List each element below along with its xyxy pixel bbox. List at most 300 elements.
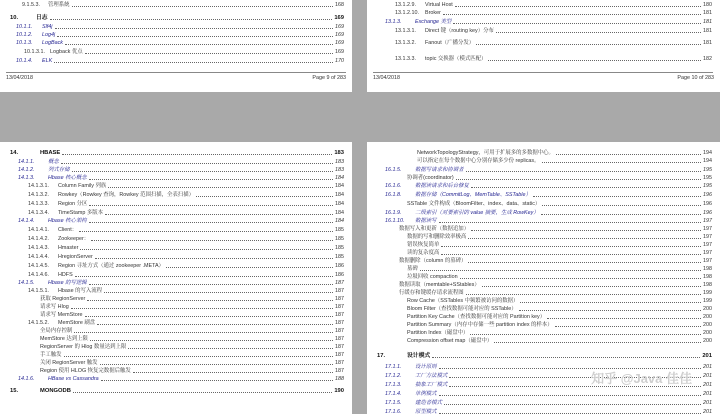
toc-entry[interactable] (10, 15, 344, 21)
toc-entry-page: 200 (703, 314, 712, 320)
toc-entry[interactable] (385, 391, 712, 397)
toc-entry-page: 195 (703, 183, 712, 189)
toc-entry-title: Row Cache（SSTables 中频繁被访问的数据） (407, 298, 519, 304)
toc-entry-title: Broker (425, 10, 441, 16)
toc-entry[interactable] (407, 306, 712, 312)
dot-leader (80, 249, 333, 250)
dot-leader (89, 179, 333, 180)
dot-leader (533, 196, 701, 197)
footer-rule (373, 72, 713, 73)
dot-leader (420, 270, 701, 271)
dot-leader (62, 154, 332, 155)
toc-entry-number: 14.1.4. (18, 218, 35, 224)
toc-entry-page: 197 (703, 250, 712, 256)
footer-page-number: Page 10 of 283 (677, 75, 714, 81)
toc-entry[interactable] (385, 19, 712, 25)
toc-entry-page: 184 (335, 201, 344, 207)
toc-entry-page: 187 (335, 320, 344, 326)
dot-leader (468, 262, 701, 263)
dot-leader (542, 205, 701, 206)
toc-entry-title: Bloom Filter（查找数据可能对应的 SSTable） (407, 306, 517, 312)
toc-entry-title: Region 使用 HLOG 恢复完数据后触发 (40, 368, 131, 374)
dot-leader (455, 6, 701, 7)
toc-entry-number: 10.1.1. (16, 24, 33, 30)
toc-entry[interactable] (28, 210, 344, 216)
toc-entry-page: 183 (334, 150, 344, 156)
toc-entry-title: Hbase 的写逻辑 (48, 280, 87, 286)
toc-entry-title: 建造者模式 (415, 400, 442, 406)
toc-entry-page: 187 (335, 360, 344, 366)
toc-entry-number: 14.1.4.3. (28, 245, 49, 251)
toc-entry[interactable] (28, 254, 344, 260)
dot-leader (547, 318, 701, 319)
toc-entry-title: 列式存储 (48, 167, 70, 173)
toc-entry[interactable] (40, 328, 344, 334)
toc-entry[interactable] (407, 266, 712, 272)
page-11 (0, 142, 352, 414)
toc-entry[interactable] (40, 368, 344, 374)
dot-leader (432, 357, 700, 358)
toc-entry-number: 13.1.2.9. (395, 2, 416, 8)
toc-entry-title: HregionServer (58, 254, 93, 260)
toc-entry[interactable] (407, 250, 712, 256)
toc-entry[interactable] (407, 314, 712, 320)
toc-entry-title: LogBack (42, 40, 63, 46)
toc-entry-page: 168 (335, 2, 344, 8)
toc-entry[interactable] (385, 218, 712, 224)
toc-entry-title: 管理系統 (48, 2, 70, 8)
toc-entry-page: 186 (335, 263, 344, 269)
toc-entry-number: 14.1.2. (18, 167, 35, 173)
toc-entry[interactable] (407, 242, 712, 248)
toc-entry-page: 197 (703, 234, 712, 240)
toc-entry-number: 17. (377, 353, 386, 359)
toc-entry[interactable] (28, 288, 344, 294)
page-10 (367, 0, 720, 92)
dot-leader (85, 316, 333, 317)
watermark: 知乎 @Java 佳佳 (591, 371, 692, 386)
toc-entry-page: 201 (703, 400, 712, 406)
toc-entry-page: 201 (702, 353, 712, 359)
toc-entry-number: 17.1.2. (385, 373, 402, 379)
toc-entry-page: 187 (335, 336, 344, 342)
toc-entry-page: 194 (703, 150, 712, 156)
toc-entry-page: 183 (335, 159, 344, 165)
toc-entry[interactable] (16, 32, 344, 38)
toc-entry-title: 数据读请求和后台修复 (415, 183, 469, 189)
toc-entry-title: 请求写 Hlog (40, 304, 69, 310)
toc-entry-title: Region 分区 (58, 201, 88, 207)
toc-entry-number: 17.1.3. (385, 382, 402, 388)
toc-entry-page: 180 (703, 2, 712, 8)
toc-entry-title: MemStore 达到上限 (40, 336, 88, 342)
toc-entry[interactable] (18, 376, 344, 382)
toc-entry-title: 关闭 RegionServer 触发 (40, 360, 98, 366)
toc-entry-page: 187 (335, 352, 344, 358)
dot-leader (519, 310, 701, 311)
toc-entry-title: SSTable 文件构成（BloomFilter、index、data、static） (407, 201, 541, 207)
toc-entry[interactable] (40, 304, 344, 310)
toc-entry[interactable] (40, 312, 344, 318)
toc-entry-number: 14.1.6. (18, 376, 35, 382)
dot-leader (72, 6, 333, 7)
dot-leader (64, 356, 333, 357)
toc-entry-number: 16.1.8. (385, 192, 402, 198)
toc-entry[interactable] (407, 175, 712, 181)
toc-entry[interactable] (385, 192, 712, 198)
toc-entry[interactable] (24, 49, 344, 55)
toc-entry-title: 工厂方法模式 (415, 373, 448, 379)
toc-entry-page: 184 (335, 183, 344, 189)
toc-entry[interactable] (22, 2, 344, 8)
toc-entry-title: 单例模式 (415, 391, 437, 397)
toc-entry[interactable] (40, 296, 344, 302)
toc-entry-page: 195 (703, 167, 712, 173)
toc-entry-title: Virtual Host (425, 2, 453, 8)
toc-entry-title: Partition Key Cache（查找数据可能对应的 Partition key） (407, 314, 546, 320)
toc-entry-title: 设计模式 (407, 353, 431, 359)
toc-entry[interactable] (399, 258, 712, 264)
toc-entry-title: 错误恢复简单 (407, 242, 440, 248)
toc-entry-title: Hbase 的写入流程 (58, 288, 103, 294)
dot-leader (104, 292, 333, 293)
dot-leader (50, 19, 333, 20)
toc-entry[interactable] (407, 322, 712, 328)
toc-entry[interactable] (16, 58, 344, 64)
toc-entry-title: HBase vs Cassandra (48, 376, 99, 382)
toc-entry-page: 181 (703, 40, 712, 46)
dot-leader (97, 324, 333, 325)
toc-entry[interactable] (385, 167, 712, 173)
dot-leader (73, 392, 332, 393)
toc-entry[interactable] (40, 336, 344, 342)
toc-entry-title: Rowkey（Rowkey 查询，Rowkey 范围扫描，全表扫描） (58, 192, 194, 198)
toc-entry-title: 垃圾回收 compaction (407, 274, 458, 280)
toc-entry-title: 手工触发 (40, 352, 62, 358)
dot-leader (441, 246, 701, 247)
toc-entry-number: 10.1.3. (16, 40, 33, 46)
dot-leader (196, 196, 333, 197)
toc-entry-title: 数据存储（CommitLog、MemTable、SSTable） (415, 192, 531, 198)
toc-entry[interactable] (28, 236, 344, 242)
toc-entry-title: Region 寻址方式（通过 zookeeper .META） (58, 263, 164, 269)
toc-entry-page: 182 (703, 56, 712, 62)
toc-entry-number: 16.1.5. (385, 167, 402, 173)
toc-entry[interactable] (18, 175, 344, 181)
toc-entry[interactable] (407, 234, 712, 240)
toc-entry-number: 14.1.3.2. (28, 192, 49, 198)
toc-entry-page: 183 (335, 167, 344, 173)
toc-entry-title: 数据的写和删除效率极高 (407, 234, 467, 240)
toc-entry-number: 10.1.2. (16, 32, 33, 38)
dot-leader (79, 231, 333, 232)
toc-entry-page: 185 (335, 245, 344, 251)
toc-entry[interactable] (28, 245, 344, 251)
toc-entry-page: 169 (335, 40, 344, 46)
toc-entry[interactable] (28, 263, 344, 269)
toc-entry-number: 17.1.1. (385, 364, 402, 370)
toc-entry-number: 16.1.9. (385, 210, 402, 216)
toc-entry-number: 13.1.3.3. (395, 56, 416, 62)
toc-entry-number: 14.1.1. (18, 159, 35, 165)
toc-entry-page: 184 (335, 175, 344, 181)
toc-entry-number: 14.1.3.4. (28, 210, 49, 216)
toc-entry[interactable] (28, 227, 344, 233)
toc-entry[interactable] (377, 353, 712, 359)
toc-entry-page: 200 (703, 338, 712, 344)
toc-entry[interactable] (407, 298, 712, 304)
dot-leader (556, 154, 701, 155)
toc-entry-page: 187 (335, 280, 344, 286)
dot-leader (494, 342, 701, 343)
toc-entry[interactable] (18, 167, 344, 173)
toc-entry[interactable] (407, 201, 712, 207)
dot-leader (133, 372, 333, 373)
footer-date: 13/04/2018 (6, 75, 33, 81)
toc-entry-title: Partition Index（磁盘中） (407, 330, 469, 336)
toc-entry-title: 日志 (36, 15, 48, 21)
toc-entry-page: 187 (335, 304, 344, 310)
toc-entry[interactable] (407, 338, 712, 344)
toc-entry[interactable] (10, 388, 344, 394)
toc-entry-page: 196 (703, 201, 712, 207)
toc-entry-page: 198 (703, 266, 712, 272)
toc-entry-number: 14.1.4.5. (28, 263, 49, 269)
dot-leader (466, 294, 701, 295)
toc-entry-title: topic 交换器（模式匹配） (425, 56, 487, 62)
toc-entry-number: 14.1.3.1. (28, 183, 49, 189)
dot-leader (61, 163, 333, 164)
toc-entry[interactable] (40, 360, 344, 366)
dot-leader (460, 278, 701, 279)
toc-entry[interactable] (18, 159, 344, 165)
dot-leader (55, 28, 334, 29)
toc-entry-page: 169 (335, 49, 344, 55)
toc-entry[interactable] (399, 290, 712, 296)
dot-leader (470, 334, 701, 335)
toc-entry[interactable] (40, 352, 344, 358)
dot-leader (542, 162, 702, 163)
toc-entry-title: 数据读取（memtable+SStables） (399, 282, 480, 288)
toc-entry-number: 14.1.4.2. (28, 236, 49, 242)
toc-entry-number: 13.1.3.2. (395, 40, 416, 46)
toc-entry[interactable] (28, 320, 344, 326)
toc-entry-title: Column Family 列族 (58, 183, 107, 189)
dot-leader (555, 326, 701, 327)
toc-entry-page: 196 (703, 210, 712, 216)
dot-leader (482, 286, 701, 287)
toc-entry-number: 14.1.3. (18, 175, 35, 181)
dot-leader (166, 267, 333, 268)
toc-entry-number: 14.1.5.1. (28, 288, 49, 294)
toc-entry-number: 10.1.3.1. (24, 49, 45, 55)
dot-leader (439, 395, 701, 396)
dot-leader (89, 284, 333, 285)
toc-entry-page: 181 (703, 10, 712, 16)
dot-leader (471, 187, 701, 188)
dot-leader (439, 222, 701, 223)
dot-leader (89, 222, 333, 223)
toc-entry[interactable] (395, 28, 712, 34)
toc-entry-page: 198 (703, 282, 712, 288)
toc-entry-number: 17.1.4. (385, 391, 402, 397)
toc-entry-title: Hmaster (58, 245, 79, 251)
toc-entry-page: 200 (703, 306, 712, 312)
toc-entry-title: Partition Summary（内存中存储一些 partition index 的样本） (407, 322, 553, 328)
toc-entry-page: 187 (335, 368, 344, 374)
toc-entry-page: 169 (335, 24, 344, 30)
toc-entry-title: 抽象工厂模式 (415, 382, 448, 388)
toc-entry[interactable] (407, 274, 712, 280)
toc-entry-title: Compression offset map（磁盘中） (407, 338, 493, 344)
toc-entry-number: 14.1.5.2. (28, 320, 49, 326)
toc-entry[interactable] (399, 226, 712, 232)
toc-entry[interactable] (395, 10, 712, 16)
toc-entry[interactable] (385, 400, 712, 406)
toc-entry[interactable] (40, 344, 344, 350)
toc-entry-page: 187 (335, 288, 344, 294)
footer-page-number: Page 9 of 283 (312, 75, 346, 81)
toc-entry[interactable] (399, 282, 712, 288)
toc-entry-page: 200 (703, 330, 712, 336)
dot-leader (520, 302, 701, 303)
toc-entry-number: 14. (10, 150, 19, 156)
page-9 (0, 0, 352, 92)
dot-leader (476, 44, 701, 45)
toc-entry-title: 墓碑 (407, 266, 418, 272)
toc-entry-title: HBASE (40, 150, 61, 156)
toc-entry-page: 185 (335, 227, 344, 233)
toc-entry-title: HDFS (58, 272, 73, 278)
dot-leader (444, 404, 701, 405)
toc-entry-title: Client： (58, 227, 78, 233)
toc-entry-page: 201 (703, 373, 712, 379)
toc-entry-page: 187 (335, 328, 344, 334)
toc-entry[interactable] (395, 40, 712, 46)
toc-entry-title: 全局内存控制 (40, 328, 73, 334)
toc-entry[interactable] (385, 210, 712, 216)
toc-entry-page: 187 (335, 312, 344, 318)
toc-entry-title: 获取 RegionServer (40, 296, 86, 302)
toc-entry-page: 201 (703, 382, 712, 388)
toc-entry-page: 201 (703, 409, 712, 414)
toc-entry[interactable] (28, 201, 344, 207)
toc-entry-page: 190 (334, 388, 344, 394)
toc-entry-number: 13.1.2.10. (395, 10, 419, 16)
toc-entry-page: 199 (703, 290, 712, 296)
toc-entry-title: 数据写入和更新（数据追加） (399, 226, 470, 232)
toc-entry-page: 187 (335, 344, 344, 350)
dot-leader (100, 364, 333, 365)
toc-entry-page: 188 (335, 376, 344, 382)
toc-entry[interactable] (18, 280, 344, 286)
toc-entry-page: 169 (334, 15, 344, 21)
toc-entry-title: 数据读写 (415, 218, 437, 224)
toc-entry-page: 194 (703, 158, 712, 164)
toc-entry[interactable] (16, 24, 344, 30)
dot-leader (71, 308, 333, 309)
dot-leader (101, 380, 333, 381)
dot-leader (57, 36, 333, 37)
toc-entry-title: 请求写 MemStore (40, 312, 83, 318)
dot-leader (65, 44, 333, 45)
dot-leader (471, 230, 701, 231)
toc-entry[interactable] (28, 192, 344, 198)
toc-entry[interactable] (395, 56, 712, 62)
dot-leader (441, 254, 701, 255)
toc-entry-title: 协调者(coordinator) (407, 175, 454, 181)
dot-leader (74, 332, 333, 333)
toc-entry[interactable] (417, 158, 712, 164)
toc-entry-page: 197 (703, 258, 712, 264)
toc-entry-number: 10. (10, 15, 19, 21)
toc-entry-page: 184 (335, 192, 344, 198)
toc-entry-title: Fanout（广播分发） (425, 40, 475, 46)
dot-leader (456, 179, 701, 180)
toc-entry-number: 16.1.6. (385, 183, 402, 189)
toc-entry-page: 184 (335, 218, 344, 224)
toc-entry[interactable] (417, 150, 712, 156)
dot-leader (90, 340, 333, 341)
toc-entry-page: 170 (335, 58, 344, 64)
toc-entry[interactable] (28, 183, 344, 189)
toc-entry-number: 13.1.3.1. (395, 28, 416, 34)
toc-entry-page: 197 (703, 242, 712, 248)
toc-entry-title: Slf4j (42, 24, 53, 30)
dot-leader (108, 187, 333, 188)
toc-entry-title: Logback 优点 (50, 49, 83, 55)
toc-entry-title: 行缓存和键缓存请求流程图 (399, 290, 464, 296)
dot-leader (89, 205, 333, 206)
dot-leader (75, 276, 333, 277)
dot-leader (72, 171, 333, 172)
toc-entry-title: 数据删除（column 的墓碑） (399, 258, 467, 264)
footer-rule (6, 72, 346, 73)
toc-entry-number: 16.1.10. (385, 218, 405, 224)
toc-entry-title: MemStore 刷盘 (58, 320, 96, 326)
toc-entry-number: 17.1.5. (385, 400, 402, 406)
toc-entry-title: 原型模式 (415, 409, 437, 414)
toc-entry-title: 设计原则 (415, 364, 437, 370)
toc-entry-page: 185 (335, 236, 344, 242)
toc-entry[interactable] (16, 40, 344, 46)
toc-entry-title: Hbase 核心概念 (48, 175, 87, 181)
toc-entry-title: Zookeeper： (58, 236, 90, 242)
toc-entry-page: 187 (335, 296, 344, 302)
dot-leader (496, 32, 701, 33)
toc-entry-page: 185 (335, 254, 344, 260)
toc-entry-title: TimeStamp 多版本 (58, 210, 104, 216)
toc-entry[interactable] (385, 183, 712, 189)
toc-entry[interactable] (18, 218, 344, 224)
toc-entry[interactable] (10, 150, 344, 156)
toc-entry-page: 181 (703, 28, 712, 34)
toc-entry-number: 9.1.5.3. (22, 2, 40, 8)
toc-entry-number: 17.1.6. (385, 409, 402, 414)
toc-entry-number: 14.1.4.1. (28, 227, 49, 233)
dot-leader (95, 258, 333, 259)
toc-entry[interactable] (385, 409, 712, 414)
toc-entry-title: 数据写请求和协调者 (415, 167, 464, 173)
toc-entry-title: MONGODB (40, 388, 71, 394)
toc-entry-page: 201 (703, 391, 712, 397)
toc-entry-title: Exchange 类型 (415, 19, 452, 25)
toc-entry-title: Hbase 核心架构 (48, 218, 87, 224)
toc-entry[interactable] (395, 2, 712, 8)
toc-entry[interactable] (407, 330, 712, 336)
toc-entry-number: 15. (10, 388, 19, 394)
toc-entry[interactable] (28, 272, 344, 278)
